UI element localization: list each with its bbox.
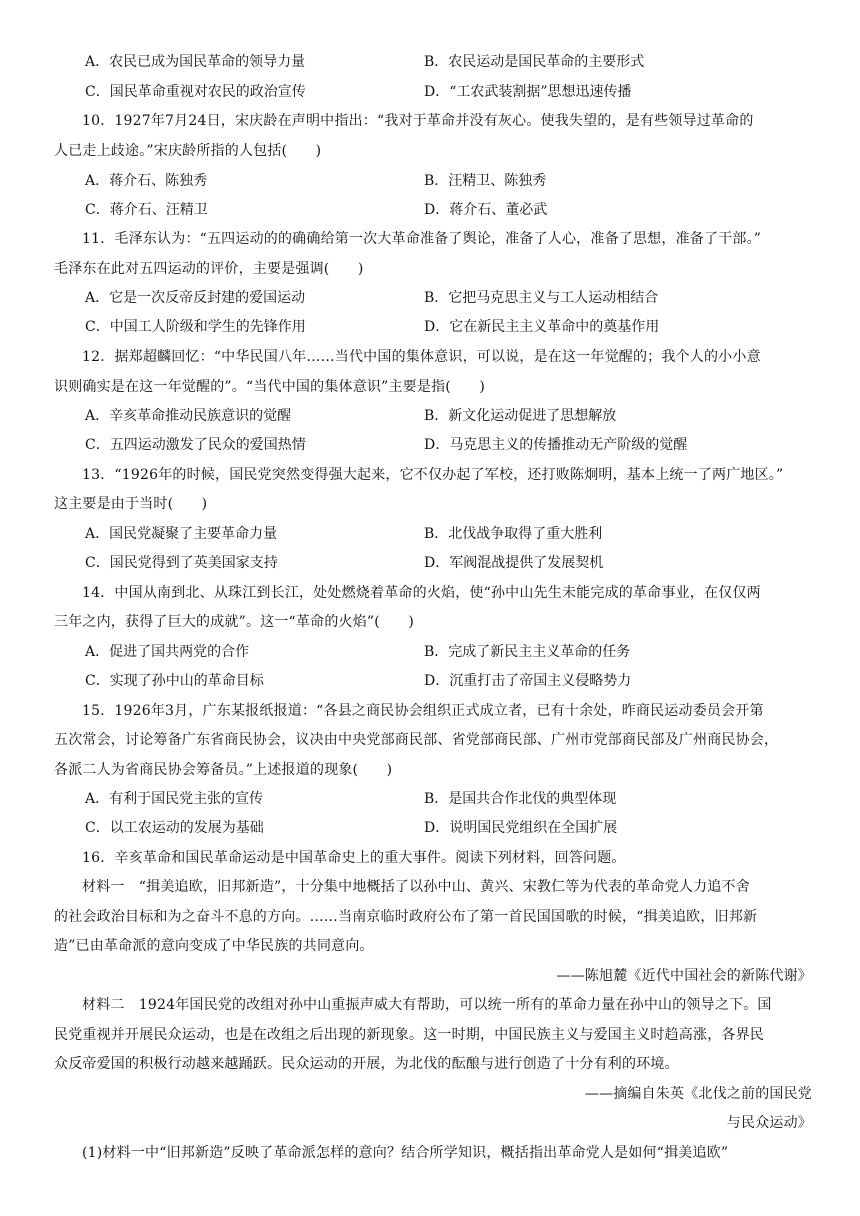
- q14-stem-line2: 三年之内，获得了巨大的成就”。这一“革命的火焰”( ): [54, 614, 414, 630]
- q9-option-b: B．农民运动是国民革命的主要形式: [424, 54, 645, 70]
- q12-stem-line2: 识则确实是在这一年觉醒的”。“当代中国的集体意识”主要是指( ): [54, 379, 485, 395]
- q14-stem-line1: 14．中国从南到北、从珠江到长江，处处燃烧着革命的火焰，使“孙中山先生未能完成的革命事业，在仅仅两: [82, 585, 761, 601]
- q9-option-a: A．农民已成为国民革命的领导力量: [85, 54, 306, 70]
- q15-option-d: D．说明国民党组织在全国扩展: [424, 820, 618, 836]
- q12-stem-line1: 12．据郑超麟回忆：“中华民国八年……当代中国的集体意识，可以说，是在这一年觉醒的；我个人的小小意: [82, 349, 761, 365]
- q12-option-a: A．辛亥革命推动民族意识的觉醒: [85, 408, 292, 424]
- q10-option-d: D．蒋介石、董必武: [424, 202, 548, 218]
- q9-option-c: C．国民革命重视对农民的政治宣传: [85, 84, 306, 100]
- q13-stem-line1: 13．“1926年的时候，国民党突然变得强大起来，它不仅办起了军校，还打败陈炯明，基本上统一了两广地区。”: [82, 467, 784, 483]
- q15-option-a: A．有利于国民党主张的宣传: [85, 791, 264, 807]
- q16-material2-line1: 材料二 1924年国民党的改组对孙中山重振声威大有帮助，可以统一所有的革命力量在孙中山的领导之下。国: [82, 997, 772, 1013]
- q16-material2-source-line1: ——摘编自朱英《北伐之前的国民党: [584, 1086, 812, 1102]
- q11-stem-line2: 毛泽东在此对五四运动的评价，主要是强调( ): [54, 261, 364, 277]
- q16-material2-line3: 众反帝爱国的积极行动越来越踊跃。民众运动的开展，为北伐的酝酿与进行创造了十分有利的环境。: [54, 1056, 679, 1072]
- q13-option-b: B．北伐战争取得了重大胜利: [424, 526, 603, 542]
- q10-option-c: C．蒋介石、汪精卫: [85, 202, 208, 218]
- q12-option-d: D．马克思主义的传播推动无产阶级的觉醒: [424, 437, 688, 453]
- q14-option-c: C．实现了孙中山的革命目标: [85, 673, 264, 689]
- q16-material2-line2: 民党重视并开展民众运动，也是在改组之后出现的新现象。这一时期，中国民族主义与爱国主义时趋高涨，各界民: [54, 1027, 764, 1043]
- q14-option-a: A．促进了国共两党的合作: [85, 644, 250, 660]
- q11-option-b: B．它把马克思主义与工人运动相结合: [424, 290, 659, 306]
- q16-subquestion-1: (1)材料一中“旧邦新造”反映了革命派怎样的意向？结合所学知识，概括指出革命党人是如何“揖美追欧”: [82, 1145, 729, 1161]
- q10-stem-line2: 人已走上歧途。”宋庆龄所指的人包括( ): [54, 143, 322, 159]
- q11-option-d: D．它在新民主主义革命中的奠基作用: [424, 319, 660, 335]
- q16-material1-line1: 材料一 “揖美追欧，旧邦新造”，十分集中地概括了以孙中山、黄兴、宋教仁等为代表的革命党人力追不舍: [82, 879, 750, 895]
- q13-option-d: D．军阀混战提供了发展契机: [424, 555, 604, 571]
- q14-option-d: D．沉重打击了帝国主义侵略势力: [424, 673, 632, 689]
- q13-option-c: C．国民党得到了英美国家支持: [85, 555, 278, 571]
- q15-stem-line3: 各派二人为省商民协会筹备员。”上述报道的现象( ): [54, 762, 393, 778]
- q11-option-c: C．中国工人阶级和学生的先锋作用: [85, 319, 306, 335]
- q12-option-c: C．五四运动激发了民众的爱国热情: [85, 437, 306, 453]
- q15-stem-line2: 五次常会，讨论筹备广东省商民协会，议决由中央党部商民部、省党部商民部、广州市党部商民部及广州商民协会，: [54, 732, 779, 748]
- q12-option-b: B．新文化运动促进了思想解放: [424, 408, 617, 424]
- q15-option-b: B．是国共合作北伐的典型体现: [424, 791, 617, 807]
- q15-stem-line1: 15．1926年3月，广东某报纸报道：“各县之商民协会组织正式成立者，已有十余处，昨商民运动委员会开第: [82, 703, 764, 719]
- q16-material1-source: ——陈旭麓《近代中国社会的新陈代谢》: [556, 968, 812, 984]
- q16-material1-line2: 的社会政治目标和为之奋斗不息的方向。……当南京临时政府公布了第一首民国国歌的时候，“揖美追欧，旧邦新: [54, 909, 758, 925]
- q11-option-a: A．它是一次反帝反封建的爱国运动: [85, 290, 306, 306]
- q16-material1-line3: 造”已由革命派的意向变成了中华民族的共同意向。: [54, 938, 374, 954]
- q16-intro: 16．辛亥革命和国民革命运动是中国革命史上的重大事件。阅读下列材料，回答问题。: [82, 850, 626, 866]
- q10-stem-line1: 10．1927年7月24日，宋庆龄在声明中指出：“我对于革命并没有灰心。使我失望的，是有些领导过革命的: [82, 113, 754, 129]
- q9-option-d: D．“工农武装割据”思想迅速传播: [424, 84, 632, 100]
- q13-option-a: A．国民党凝聚了主要革命力量: [85, 526, 278, 542]
- q11-stem-line1: 11．毛泽东认为：“五四运动的的确确给第一次大革命准备了舆论，准备了人心，准备了思想，准备了干部。”: [82, 231, 762, 247]
- q10-option-b: B．汪精卫、陈独秀: [424, 173, 547, 189]
- q13-stem-line2: 这主要是由于当时( ): [54, 496, 208, 512]
- q14-option-b: B．完成了新民主主义革命的任务: [424, 644, 631, 660]
- q10-option-a: A．蒋介石、陈独秀: [85, 173, 208, 189]
- q15-option-c: C．以工农运动的发展为基础: [85, 820, 264, 836]
- q16-material2-source-line2: 与民众运动》: [726, 1115, 812, 1131]
